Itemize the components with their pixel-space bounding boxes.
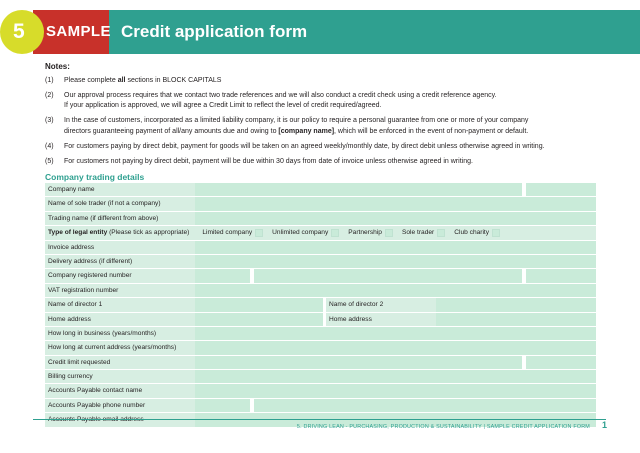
field-label-vat-registration-number: VAT registration number <box>45 284 195 297</box>
notes-title: Notes: <box>45 62 70 71</box>
company-trading-details-form <box>45 182 596 428</box>
input-company-name-extra[interactable] <box>526 183 596 196</box>
note-number: (1) <box>45 77 54 84</box>
note-item <box>45 142 605 152</box>
note-line2-pre: directors guaranteeing payment of all/any amounts due and owing to <box>64 127 279 135</box>
table-row <box>45 356 596 369</box>
note-text <box>64 116 605 136</box>
input-vat-registration-number[interactable] <box>195 284 596 297</box>
field-label-director-1-name: Name of director 1 <box>45 298 195 311</box>
input-director-1-name[interactable] <box>195 298 323 311</box>
legal-option-unlimited-company[interactable] <box>272 229 339 237</box>
input-ap-phone-number[interactable] <box>195 399 250 412</box>
note-text-line2 <box>64 127 605 137</box>
table-row <box>45 284 596 297</box>
field-label-how-long-in-business: How long in business (years/months) <box>45 327 195 340</box>
input-invoice-address[interactable] <box>195 241 596 254</box>
table-row <box>45 384 596 397</box>
note-item <box>45 116 605 136</box>
legal-option-club-charity[interactable] <box>454 229 500 237</box>
field-label-ap-contact-name: Accounts Payable contact name <box>45 384 195 397</box>
note-text-part2: sections in BLOCK CAPITALS <box>125 77 222 84</box>
input-credit-limit-extra[interactable] <box>526 356 596 369</box>
note-text-part: In the case of customers, incorporated as a limited liability company, it is our policy to require a personal guarantee from one or more of your company <box>64 117 529 125</box>
input-credit-limit-requested[interactable] <box>195 356 522 369</box>
input-how-long-at-current-address[interactable] <box>195 341 596 354</box>
field-label-invoice-address: Invoice address <box>45 241 195 254</box>
section-heading: Company trading details <box>45 172 145 182</box>
legal-entity-row <box>45 226 596 239</box>
field-label-director-1-home-address: Home address <box>45 313 195 326</box>
note-text <box>64 76 605 86</box>
footer-caption: 5. DRIVING LEAN - PURCHASING, PRODUCTION & SUSTAINABILITY | SAMPLE CREDIT APPLICATION FORM <box>296 424 590 430</box>
checkbox-unlimited-company[interactable] <box>331 229 339 237</box>
legal-option-label: Unlimited company <box>272 229 329 237</box>
table-row <box>45 298 596 311</box>
note-line2-post: , which will be enforced in the event of non-payment or default. <box>334 127 529 135</box>
page-header <box>0 10 640 54</box>
note-text-line2: If your application is approved, we will agree a Credit Limit to reflect the level of credit required/agreed. <box>64 102 382 110</box>
input-ap-contact-name[interactable] <box>195 384 596 397</box>
table-row <box>45 370 596 383</box>
field-label-director-2-home-address: Home address <box>326 313 436 326</box>
table-row <box>45 183 596 196</box>
checkbox-sole-trader[interactable] <box>437 229 445 237</box>
field-label-trading-name: Trading name (if different from above) <box>45 212 195 225</box>
input-how-long-in-business[interactable] <box>195 327 596 340</box>
legal-option-label: Club charity <box>454 229 490 237</box>
field-label-how-long-at-current-address: How long at current address (years/months) <box>45 341 195 354</box>
table-row <box>45 341 596 354</box>
footer-divider <box>33 419 606 420</box>
page-number: 1 <box>601 420 607 430</box>
legal-option-sole-trader[interactable] <box>402 229 445 237</box>
checkbox-limited-company[interactable] <box>255 229 263 237</box>
input-sole-trader-name[interactable] <box>195 197 596 210</box>
field-label-delivery-address: Delivery address (if different) <box>45 255 195 268</box>
sample-badge-label: SAMPLE <box>46 23 111 40</box>
legal-entity-label-rest: (Please tick as appropriate) <box>107 229 190 237</box>
note-text <box>64 91 605 111</box>
table-row <box>45 269 596 282</box>
input-billing-currency[interactable] <box>195 370 596 383</box>
input-delivery-address[interactable] <box>195 255 596 268</box>
note-text: For customers not paying by direct debit, payment will be due within 30 days from date of invoice unless otherwise agreed in writing. <box>64 157 473 165</box>
field-label-sole-trader-name: Name of sole trader (if not a company) <box>45 197 195 210</box>
note-text-part: Please complete <box>64 77 118 84</box>
note-text-part: Our approval process requires that we contact two trade references and we will also conduct a credit check using a credit reference agency. <box>64 92 497 100</box>
input-director-1-home-address[interactable] <box>195 313 323 326</box>
page-title: Credit application form <box>121 22 308 41</box>
input-company-name[interactable] <box>195 183 522 196</box>
checkbox-club-charity[interactable] <box>492 229 500 237</box>
input-company-registered-number[interactable] <box>195 269 250 282</box>
legal-option-limited-company[interactable] <box>202 229 263 237</box>
field-label-billing-currency: Billing currency <box>45 370 195 383</box>
chapter-number: 5 <box>13 20 25 43</box>
input-director-2-name[interactable] <box>436 298 596 311</box>
note-line2-bold: [company name] <box>278 127 335 135</box>
input-trading-name[interactable] <box>195 212 596 225</box>
field-label-credit-limit-requested: Credit limit requested <box>45 356 195 369</box>
legal-entity-label <box>48 229 189 236</box>
field-label-director-2-name: Name of director 2 <box>326 298 436 311</box>
table-row <box>45 399 596 412</box>
legal-option-partnership[interactable] <box>348 229 393 237</box>
input-ap-phone-number-extra[interactable] <box>254 399 596 412</box>
input-director-2-home-address[interactable] <box>436 313 596 326</box>
table-row <box>45 197 596 210</box>
field-label-company-registered-number: Company registered number <box>45 269 195 282</box>
note-number: (2) <box>45 92 54 100</box>
table-row <box>45 212 596 225</box>
table-row <box>45 327 596 340</box>
field-label-ap-phone-number: Accounts Payable phone number <box>45 399 195 412</box>
note-item <box>45 76 605 86</box>
note-number: (5) <box>45 157 54 165</box>
table-row <box>45 241 596 254</box>
note-text-bold: all <box>117 77 126 84</box>
table-row <box>45 255 596 268</box>
notes-section <box>45 62 605 172</box>
note-number: (4) <box>45 142 54 150</box>
field-label-company-name: Company name <box>45 183 195 196</box>
note-text: For customers paying by direct debit, payment for goods will be taken on an agreed weekly/monthly date, by direct debit unless otherwise agreed in writing. <box>64 142 545 150</box>
note-item <box>45 91 605 111</box>
legal-option-label: Limited company <box>202 229 253 237</box>
legal-option-label: Partnership <box>348 229 382 237</box>
table-row <box>45 313 596 326</box>
note-item <box>45 157 605 167</box>
note-number: (3) <box>45 117 54 125</box>
legal-option-label: Sole trader <box>401 229 435 237</box>
checkbox-partnership[interactable] <box>385 229 393 237</box>
input-company-registered-number-extra[interactable] <box>254 269 522 282</box>
input-company-registered-number-extra2[interactable] <box>526 269 596 282</box>
legal-entity-label-bold: Type of legal entity <box>48 229 108 237</box>
